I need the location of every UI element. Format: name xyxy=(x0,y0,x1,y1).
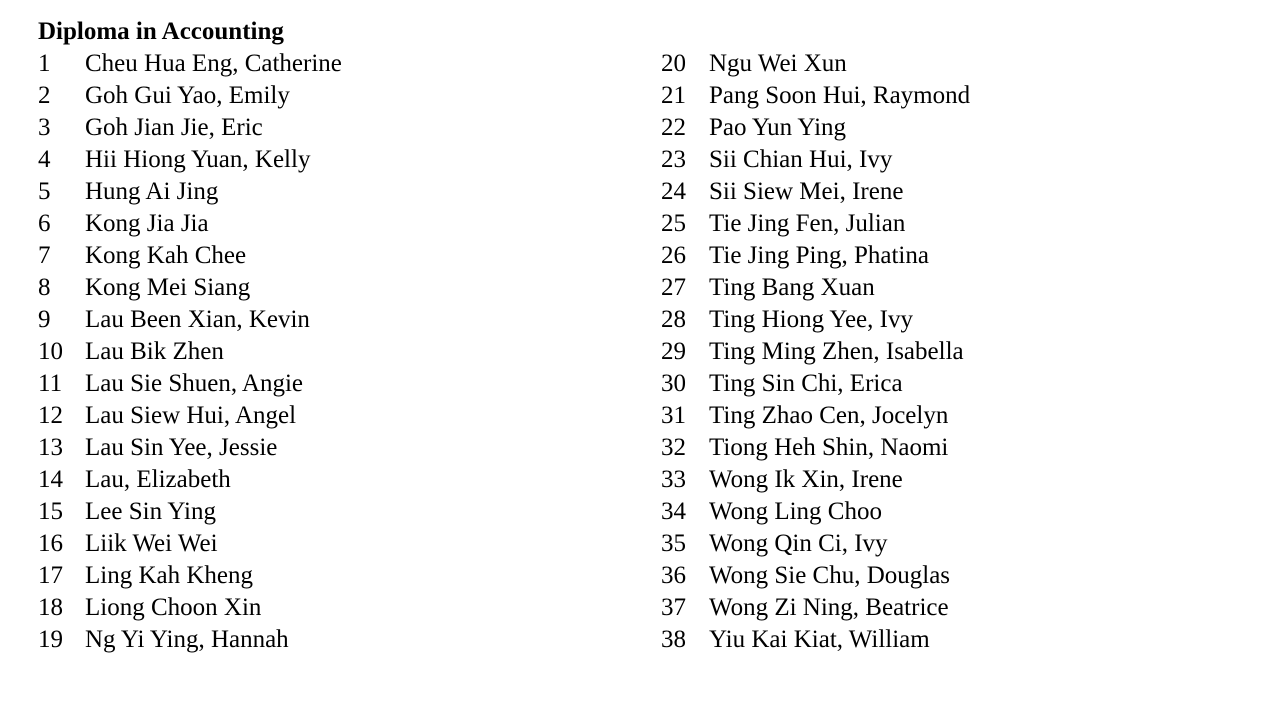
list-item xyxy=(38,624,342,656)
student-name: Ng Yi Ying, Hannah xyxy=(85,626,289,653)
list-item xyxy=(38,240,342,272)
student-number: 21 xyxy=(661,82,686,109)
student-number: 13 xyxy=(38,434,63,461)
student-list-right xyxy=(661,48,970,656)
student-name: Wong Zi Ning, Beatrice xyxy=(709,594,949,621)
list-item xyxy=(661,272,970,304)
list-item xyxy=(661,240,970,272)
student-name: Lau Siew Hui, Angel xyxy=(85,402,297,429)
student-name: Hii Hiong Yuan, Kelly xyxy=(85,146,311,173)
list-item xyxy=(661,112,970,144)
list-item xyxy=(38,592,342,624)
list-item xyxy=(661,400,970,432)
list-item xyxy=(38,272,342,304)
student-number: 30 xyxy=(661,370,686,397)
student-name: Pang Soon Hui, Raymond xyxy=(709,82,971,109)
student-name: Lau Sin Yee, Jessie xyxy=(85,434,278,461)
student-number: 25 xyxy=(661,210,686,237)
student-name: Wong Ik Xin, Irene xyxy=(709,466,903,493)
student-name: Pao Yun Ying xyxy=(709,114,847,141)
list-item xyxy=(38,400,342,432)
student-name: Ling Kah Kheng xyxy=(85,562,254,589)
student-number: 16 xyxy=(38,530,63,557)
student-name: Ngu Wei Xun xyxy=(709,50,847,77)
student-number: 29 xyxy=(661,338,686,365)
student-name: Liong Choon Xin xyxy=(85,594,262,621)
student-number: 18 xyxy=(38,594,63,621)
student-name: Wong Sie Chu, Douglas xyxy=(709,562,951,589)
student-number: 9 xyxy=(38,306,51,333)
student-name: Ting Ming Zhen, Isabella xyxy=(709,338,964,365)
student-number: 1 xyxy=(38,50,51,77)
student-name: Yiu Kai Kiat, William xyxy=(709,626,930,653)
list-item xyxy=(38,112,342,144)
list-item xyxy=(661,80,970,112)
list-item xyxy=(38,48,342,80)
student-number: 7 xyxy=(38,242,51,269)
student-number: 23 xyxy=(661,146,686,173)
student-name: Lau, Elizabeth xyxy=(85,466,231,493)
list-item xyxy=(38,368,342,400)
list-item xyxy=(38,80,342,112)
list-item xyxy=(661,144,970,176)
list-item xyxy=(661,208,970,240)
student-number: 5 xyxy=(38,178,51,205)
student-number: 11 xyxy=(38,370,63,397)
student-name: Kong Kah Chee xyxy=(85,242,247,269)
student-name: Wong Ling Choo xyxy=(709,498,882,525)
student-number: 24 xyxy=(661,178,686,205)
student-name: Ting Bang Xuan xyxy=(709,274,875,301)
student-number: 35 xyxy=(661,530,686,557)
student-number: 2 xyxy=(38,82,51,109)
list-item xyxy=(661,560,970,592)
student-number: 38 xyxy=(661,626,686,653)
list-item xyxy=(661,336,970,368)
student-number: 12 xyxy=(38,402,63,429)
student-number: 3 xyxy=(38,114,51,141)
student-number: 27 xyxy=(661,274,686,301)
list-item xyxy=(661,48,970,80)
student-name: Hung Ai Jing xyxy=(85,178,219,205)
student-number: 26 xyxy=(661,242,686,269)
student-name: Liik Wei Wei xyxy=(85,530,218,557)
list-item xyxy=(661,368,970,400)
page-title: Diploma in Accounting xyxy=(38,18,284,45)
list-item xyxy=(661,496,970,528)
list-item xyxy=(38,560,342,592)
student-name: Sii Chian Hui, Ivy xyxy=(709,146,893,173)
student-name: Tie Jing Fen, Julian xyxy=(709,210,906,237)
student-number: 14 xyxy=(38,466,63,493)
student-number: 36 xyxy=(661,562,686,589)
list-item xyxy=(661,528,970,560)
list-item xyxy=(661,592,970,624)
student-name: Ting Sin Chi, Erica xyxy=(709,370,903,397)
list-item xyxy=(38,336,342,368)
list-item xyxy=(661,176,970,208)
student-number: 32 xyxy=(661,434,686,461)
list-item xyxy=(38,432,342,464)
list-item xyxy=(38,144,342,176)
list-item xyxy=(38,176,342,208)
student-name: Goh Jian Jie, Eric xyxy=(85,114,263,141)
student-name: Lee Sin Ying xyxy=(85,498,217,525)
student-name: Sii Siew Mei, Irene xyxy=(709,178,904,205)
student-name: Kong Jia Jia xyxy=(85,210,209,237)
student-number: 17 xyxy=(38,562,63,589)
list-item xyxy=(38,528,342,560)
list-item xyxy=(661,304,970,336)
student-number: 37 xyxy=(661,594,686,621)
student-number: 28 xyxy=(661,306,686,333)
student-number: 4 xyxy=(38,146,51,173)
student-number: 33 xyxy=(661,466,686,493)
student-name: Ting Hiong Yee, Ivy xyxy=(709,306,913,333)
student-list-left xyxy=(38,48,342,656)
student-name: Lau Been Xian, Kevin xyxy=(85,306,310,333)
student-number: 8 xyxy=(38,274,51,301)
student-number: 6 xyxy=(38,210,51,237)
list-item xyxy=(38,304,342,336)
student-number: 31 xyxy=(661,402,686,429)
student-name: Tie Jing Ping, Phatina xyxy=(709,242,929,269)
student-number: 15 xyxy=(38,498,63,525)
student-number: 10 xyxy=(38,338,63,365)
student-name: Wong Qin Ci, Ivy xyxy=(709,530,888,557)
student-name: Lau Sie Shuen, Angie xyxy=(85,370,304,397)
list-item xyxy=(38,464,342,496)
student-number: 22 xyxy=(661,114,686,141)
student-name: Tiong Heh Shin, Naomi xyxy=(709,434,949,461)
student-name: Lau Bik Zhen xyxy=(85,338,224,365)
student-name: Kong Mei Siang xyxy=(85,274,251,301)
student-name: Cheu Hua Eng, Catherine xyxy=(85,50,342,77)
list-item xyxy=(661,624,970,656)
student-name: Goh Gui Yao, Emily xyxy=(85,82,290,109)
student-number: 34 xyxy=(661,498,686,525)
list-item xyxy=(661,432,970,464)
student-number: 19 xyxy=(38,626,63,653)
list-item xyxy=(38,208,342,240)
student-name: Ting Zhao Cen, Jocelyn xyxy=(709,402,949,429)
list-item xyxy=(38,496,342,528)
list-item xyxy=(661,464,970,496)
student-number: 20 xyxy=(661,50,686,77)
